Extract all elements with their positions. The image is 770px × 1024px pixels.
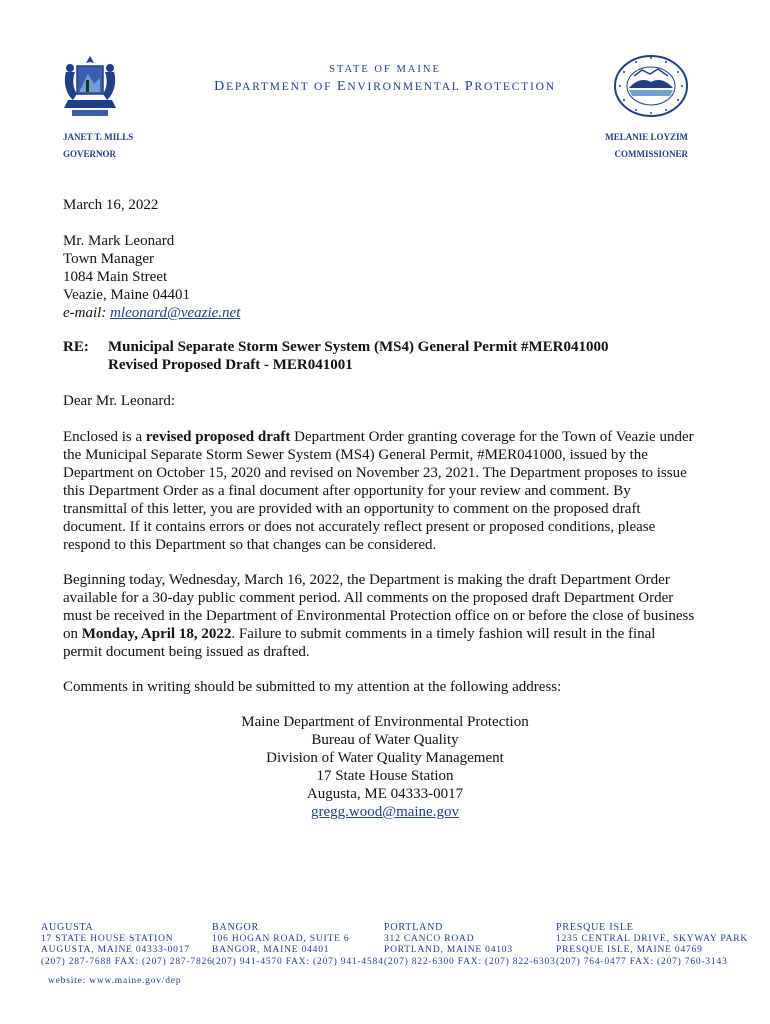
office-phone: (207) 764-0477 FAX: (207) 760-3143 [556, 956, 728, 967]
footer-office-bangor [212, 922, 384, 968]
recipient-title: Town Manager [63, 251, 155, 267]
address-email-link[interactable]: gregg.wood@maine.gov [311, 804, 459, 820]
recipient-street: 1084 Main Street [63, 269, 168, 285]
salutation: Dear Mr. Leonard: [63, 393, 176, 409]
para1-line-7: respond to this Department so that changes can be considered. [63, 537, 437, 553]
office-citystate: PRESQUE ISLE, MAINE 04769 [556, 945, 703, 955]
footer-office-presque-isle [556, 922, 748, 968]
footer-office-augusta [41, 922, 213, 968]
office-street: 106 HOGAN ROAD, SUITE 6 [212, 933, 350, 944]
office-street: 17 STATE HOUSE STATION [41, 933, 174, 944]
office-phone: (207) 822-6300 FAX: (207) 822-6303 [384, 956, 556, 967]
office-street: 1235 CENTRAL DRIVE, SKYWAY PARK [556, 933, 749, 944]
address-line-4: 17 State House Station [316, 768, 454, 784]
office-phone: (207) 287-7688 FAX: (207) 287-7826 [41, 956, 213, 967]
footer-website[interactable]: website: www.maine.gov/dep [48, 976, 182, 986]
paragraph-2 [63, 571, 733, 661]
para2-line-4: on Monday, April 18, 2022. Failure to submit comments in a timely fashion will result in the final [63, 626, 656, 642]
commissioner-title: COMMISSIONER [614, 149, 688, 159]
office-city: AUGUSTA [41, 922, 94, 933]
para2-line-2: available for a 30-day public comment period. All comments on the proposed draft Department Order [63, 590, 674, 606]
governor-name: JANET T. MILLS [63, 132, 134, 142]
re-label: RE: [63, 339, 89, 355]
footer-office-portland [384, 922, 556, 968]
re-subject [108, 338, 608, 374]
address-line-2: Bureau of Water Quality [311, 732, 459, 748]
office-city: PORTLAND [384, 922, 444, 933]
para1-line-3: Department on October 15, 2020 and revised on November 23, 2021. The Department proposes to issue [63, 465, 687, 481]
para2-line-5: permit document being issued as drafted. [63, 644, 310, 660]
office-citystate: BANGOR, MAINE 04401 [212, 945, 330, 955]
letter-date: March 16, 2022 [63, 197, 159, 213]
para2-line-1: Beginning today, Wednesday, March 16, 2022, the Department is making the draft Department Order [63, 572, 670, 588]
recipient-city: Veazie, Maine 04401 [63, 287, 191, 303]
address-line-5: Augusta, ME 04333-0017 [306, 786, 464, 802]
recipient-name: Mr. Mark Leonard [63, 233, 175, 249]
address-line-1: Maine Department of Environmental Protection [241, 714, 529, 730]
address-line-3: Division of Water Quality Management [266, 750, 504, 766]
para1-line-1: Enclosed is a revised proposed draft Department Order granting coverage for the Town of Veazie under [63, 429, 694, 445]
mailing-address [0, 713, 770, 821]
para1-line-6: document. If it contains errors or does not accurately reflect present or proposed conditions, please [63, 519, 656, 535]
paragraph-3: Comments in writing should be submitted to my attention at the following address: [63, 679, 562, 695]
para1-line-2: the Municipal Separate Storm Sewer System (MS4) General Permit, #MER041000, issued by the [63, 447, 648, 463]
office-phone: (207) 941-4570 FAX: (207) 941-4584 [212, 956, 384, 967]
para1-line-5: transmittal of this letter, you are provided with an opportunity to comment on the proposed draft [63, 501, 641, 517]
paragraph-1 [63, 428, 723, 554]
state-heading: STATE OF MAINE [329, 64, 441, 75]
office-street: 312 CANCO ROAD [384, 933, 475, 944]
re-line-1: Municipal Separate Storm Sewer System (MS4) General Permit #MER041000 [108, 339, 609, 355]
para1-line-4: this Department Order as a final document after opportunity for your review and comment. By [63, 483, 631, 499]
department-heading: DEPARTMENT OF ENVIRONMENTAL PROTECTION [214, 79, 556, 94]
office-city: BANGOR [212, 922, 260, 933]
recipient-email-link[interactable]: mleonard@veazie.net [110, 305, 241, 321]
para2-line-3: must be received in the Department of Environmental Protection office on or before the close of business [63, 608, 695, 624]
recipient-email-line: e-mail: mleonard@veazie.net [63, 305, 241, 321]
office-city: PRESQUE ISLE [556, 922, 634, 933]
dep-seal-icon [612, 54, 690, 118]
office-citystate: PORTLAND, MAINE 04103 [384, 945, 513, 955]
recipient-block [63, 232, 240, 322]
re-line-2: Revised Proposed Draft - MER041001 [108, 357, 353, 373]
commissioner-name: MELANIE LOYZIM [605, 132, 688, 142]
governor-title: GOVERNOR [63, 149, 117, 159]
office-citystate: AUGUSTA, MAINE 04333-0017 [41, 945, 190, 955]
